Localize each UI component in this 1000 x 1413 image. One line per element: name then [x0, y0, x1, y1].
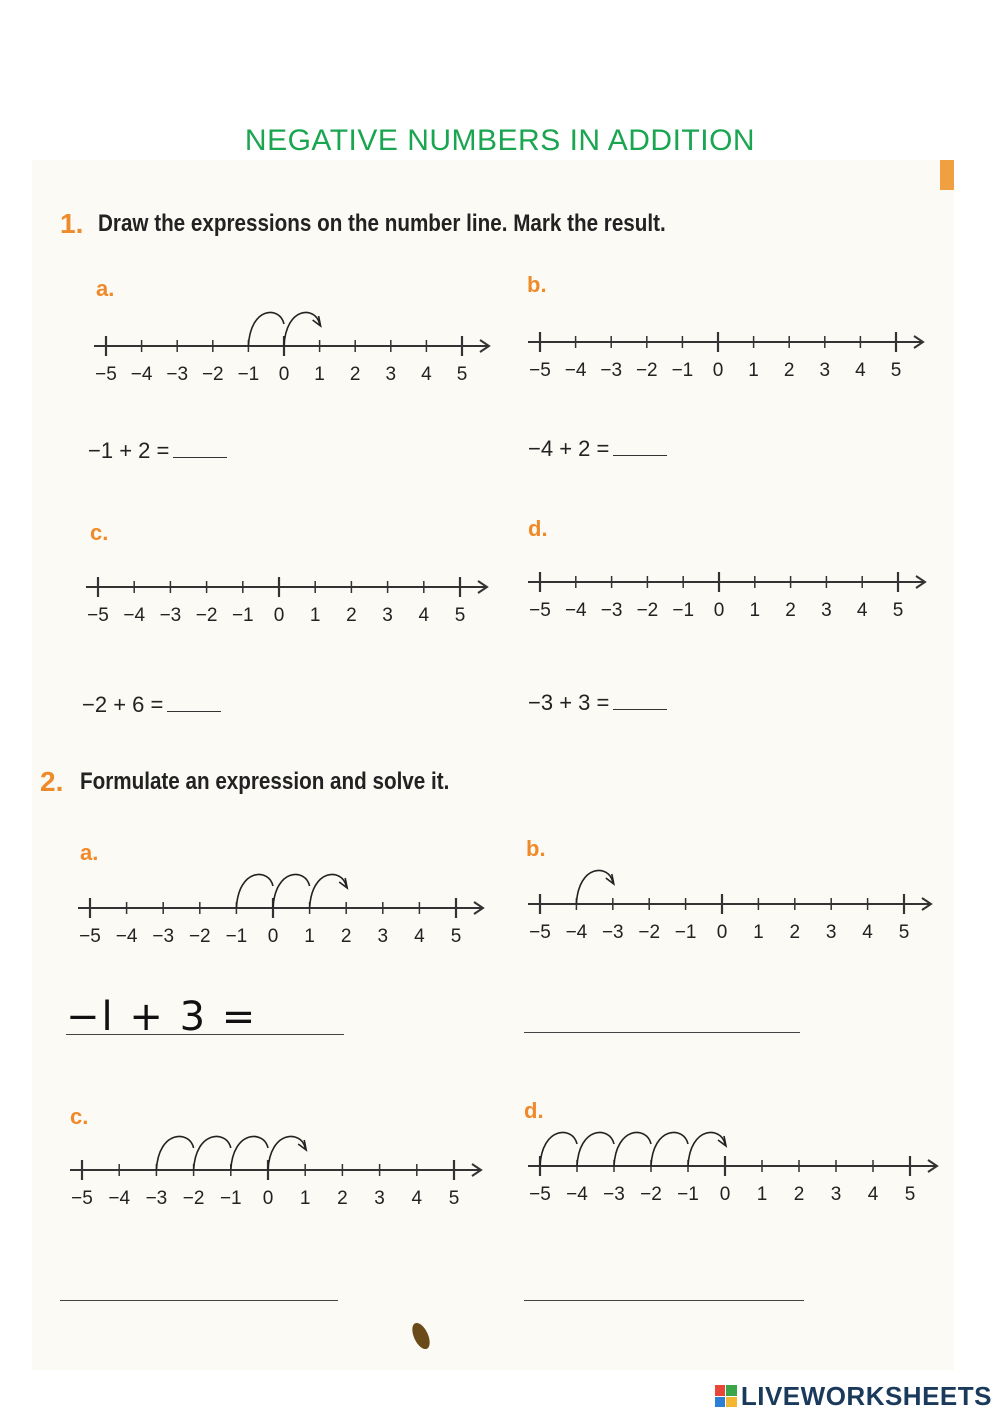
tick-label: 2: [337, 1188, 348, 1209]
tick-label: 2: [346, 605, 357, 626]
question-1-number: 1.: [60, 208, 84, 239]
tick-label: −3: [603, 1184, 625, 1205]
tick-label: −5: [529, 600, 551, 621]
tick-label: 4: [855, 360, 866, 381]
q2-part-b-label: b.: [526, 836, 546, 861]
tick-label: −1: [237, 364, 260, 385]
q2-part-b-answer-line[interactable]: [524, 1032, 800, 1033]
tick-label: −4: [130, 364, 153, 385]
tick-label: 3: [819, 360, 831, 381]
tick-label: −2: [201, 364, 224, 385]
tick-label: 0: [712, 360, 724, 381]
tick-label: 0: [262, 1188, 274, 1209]
tick-label: −1: [219, 1188, 242, 1209]
tick-label: 1: [304, 926, 315, 947]
tick-label: 1: [309, 605, 321, 626]
tick-label: −1: [225, 926, 248, 947]
tick-label: 3: [830, 1184, 842, 1205]
liveworksheets-logo-icon: [715, 1385, 737, 1407]
tick-label: −5: [95, 364, 117, 385]
tick-label: −4: [115, 926, 138, 947]
tick-label: 1: [756, 1184, 768, 1205]
brand-name: LIVEWORKSHEETS: [740, 1380, 992, 1411]
tick-label: 2: [340, 926, 352, 947]
page-title: NEGATIVE NUMBERS IN ADDITION: [244, 124, 756, 157]
tick-label: −1: [671, 360, 694, 381]
tick-label: 2: [349, 364, 361, 385]
tick-label: 3: [825, 922, 837, 943]
tick-label: 2: [785, 600, 796, 621]
tick-label: 3: [385, 364, 397, 385]
jump-arc: [577, 1132, 614, 1166]
q2-part-d-answer-line[interactable]: [524, 1300, 804, 1301]
tick-label: −2: [640, 1184, 662, 1205]
q2-part-a-label: a.: [80, 840, 99, 865]
tick-label: 5: [892, 600, 904, 621]
tick-label: 5: [450, 926, 462, 947]
tick-label: −4: [108, 1188, 131, 1209]
q2-part-c-label: c.: [70, 1104, 89, 1129]
tick-label: 5: [454, 605, 466, 626]
tick-label: 3: [377, 926, 389, 947]
footer-brand: [715, 1380, 992, 1411]
tick-label: −1: [672, 600, 695, 621]
jump-arc: [651, 1132, 688, 1166]
q1-part-b-label: b.: [527, 272, 547, 297]
expression-text: −2 + 6 =: [82, 692, 164, 717]
jump-arc: [688, 1132, 725, 1166]
number-line-group: [528, 1132, 937, 1205]
tick-label: 1: [749, 600, 761, 621]
tick-label: −3: [166, 364, 189, 385]
tick-label: −3: [600, 600, 623, 621]
tick-label: 1: [314, 364, 325, 385]
tick-label: 4: [411, 1188, 423, 1209]
tick-label: 0: [716, 922, 728, 943]
tick-label: 5: [448, 1188, 460, 1209]
tick-label: −2: [188, 926, 211, 947]
tick-label: 5: [898, 922, 910, 943]
tick-label: 4: [421, 364, 432, 385]
tick-label: 2: [783, 360, 795, 381]
tick-label: −5: [87, 605, 109, 626]
tick-label: 4: [867, 1184, 879, 1205]
tick-label: −4: [566, 1184, 588, 1205]
tick-label: −4: [564, 360, 587, 381]
tick-label: 0: [713, 600, 725, 621]
tick-label: −3: [159, 605, 182, 626]
tick-label: 0: [278, 364, 290, 385]
tick-label: −1: [674, 922, 697, 943]
tick-label: 1: [748, 360, 759, 381]
tick-label: −4: [565, 922, 588, 943]
tick-label: 0: [267, 926, 279, 947]
question-1-text: Draw the expressions on the number line. Mark the result.: [98, 210, 666, 237]
tick-label: 4: [418, 605, 430, 626]
tick-label: 3: [374, 1188, 385, 1209]
tick-label: −3: [600, 360, 623, 381]
question-2-text: Formulate an expression and solve it.: [80, 768, 450, 795]
tick-label: 1: [299, 1188, 311, 1209]
tick-label: −1: [677, 1184, 699, 1205]
tick-label: −5: [529, 1184, 551, 1205]
tick-label: −1: [231, 605, 254, 626]
q1-part-d-label: d.: [528, 516, 548, 541]
tick-label: 3: [382, 605, 393, 626]
tick-label: 5: [890, 360, 902, 381]
tick-label: 1: [753, 922, 764, 943]
tick-label: −4: [123, 605, 146, 626]
tick-label: 2: [789, 922, 801, 943]
tick-label: −3: [145, 1188, 168, 1209]
tick-label: −2: [635, 360, 658, 381]
tick-label: 4: [862, 922, 873, 943]
expression-text: −1 + 2 =: [88, 438, 170, 463]
tick-label: 2: [793, 1184, 805, 1205]
tick-label: −2: [182, 1188, 205, 1209]
q2-part-a-answer-line[interactable]: [66, 1034, 344, 1035]
tick-label: 5: [904, 1184, 916, 1205]
expression-text: −4 + 2 =: [528, 436, 610, 461]
tick-label: −2: [636, 600, 659, 621]
q2-part-a-handwritten-answer: −l + 3 =: [66, 994, 258, 1040]
q1-part-a-label: a.: [96, 276, 115, 301]
tick-label: −2: [638, 922, 661, 943]
tick-label: 4: [856, 600, 868, 621]
tick-label: 5: [456, 364, 468, 385]
tick-label: −2: [195, 605, 218, 626]
q2-part-d-label: d.: [524, 1098, 544, 1123]
tick-label: −3: [152, 926, 175, 947]
tick-label: −5: [529, 360, 551, 381]
tick-label: 4: [414, 926, 425, 947]
tick-label: −3: [601, 922, 624, 943]
tick-label: 0: [273, 605, 285, 626]
tick-label: 3: [821, 600, 832, 621]
tick-label: 0: [719, 1184, 731, 1205]
question-2-number: 2.: [40, 766, 64, 797]
expression-text: −3 + 3 =: [528, 690, 610, 715]
q2-part-c-answer-line[interactable]: [60, 1300, 338, 1301]
tick-label: −4: [564, 600, 587, 621]
jump-arc: [614, 1132, 651, 1166]
tick-label: −5: [71, 1188, 93, 1209]
tick-label: −5: [529, 922, 551, 943]
tick-label: −5: [79, 926, 101, 947]
q1-part-c-label: c.: [90, 520, 109, 545]
jump-arc: [540, 1132, 577, 1166]
